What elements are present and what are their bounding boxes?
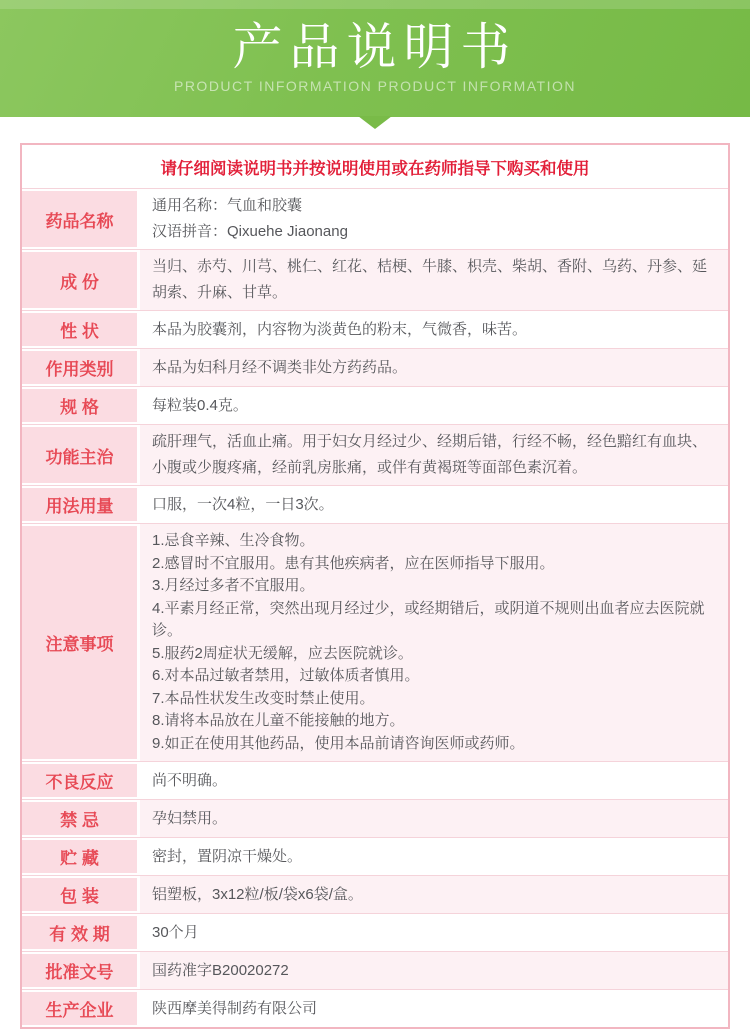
row-content (140, 990, 728, 1027)
table-row (22, 837, 728, 875)
row-content (140, 762, 728, 799)
row-label-text: 包 装 (60, 887, 99, 906)
row-label (22, 524, 140, 761)
row-label (22, 838, 140, 875)
table-row (22, 348, 728, 386)
row-content-line: 本品为胶囊剂，内容物为淡黄色的粉末，气微香，味苦。 (152, 320, 528, 338)
row-label (22, 990, 140, 1027)
page-title: 产品说明书 (232, 19, 518, 75)
row-content (140, 349, 728, 386)
row-content (140, 876, 728, 913)
row-content-line: 口服，一次4粒，一日3次。 (152, 495, 334, 513)
page-subtitle: PRODUCT INFORMATION PRODUCT INFORMATION (173, 77, 576, 94)
row-content-line: 8.请将本品放在儿童不能接触的地方。 (152, 712, 405, 729)
row-label (22, 800, 140, 837)
table-row (22, 424, 728, 485)
row-content (140, 189, 728, 249)
table-row (22, 310, 728, 348)
row-label-text: 注意事项 (45, 635, 114, 654)
row-content (140, 952, 728, 989)
row-label-text: 成 份 (60, 272, 99, 292)
row-content-line: 4.平素月经正常，突然出现月经过少，或经期错后，或阴道不规则出血者应去医院就诊。 (152, 599, 705, 639)
row-content (140, 387, 728, 424)
row-content-line: 通用名称：气血和胶囊 (152, 197, 303, 214)
row-label (22, 762, 140, 799)
table-row (22, 913, 728, 951)
row-label (22, 425, 140, 485)
row-content-line: 30个月 (152, 923, 199, 941)
row-label (22, 876, 140, 913)
row-content (140, 838, 728, 875)
row-content-line: 密封，置阴凉干燥处。 (152, 847, 303, 865)
row-content-line: 9.如正在使用其他药品，使用本品前请咨询医师或药师。 (152, 734, 525, 752)
row-label-text: 功能主治 (45, 447, 114, 467)
row-content-line: 当归、赤芍、川芎、桃仁、红花、桔梗、牛膝、枳壳、柴胡、香附、乌药、丹参、延胡索、升麻、甘草。 (152, 258, 708, 301)
row-content-line: 疏肝理气，活血止痛。用于妇女月经过少、经期后错，行经不畅，经色黯红有血块、小腹或少腹疼痛，经前乳房胀痛，或伴有黄褐斑等面部色素沉着。 (152, 433, 708, 476)
banner-notch-triangle (358, 116, 392, 129)
table-row (22, 761, 728, 799)
row-label (22, 914, 140, 951)
drug-spec-table (20, 143, 730, 1029)
table-row (22, 485, 728, 523)
row-label (22, 952, 140, 989)
table-row (22, 249, 728, 310)
row-content-line: 本品为妇科月经不调类非处方药药品。 (152, 358, 408, 376)
row-content (140, 800, 728, 837)
row-label-text: 性 状 (60, 322, 99, 341)
row-label (22, 189, 140, 249)
row-content-line: 2.感冒时不宜服用。患有其他疾病者，应在医师指导下服用。 (152, 554, 555, 572)
row-content-line: 汉语拼音：Qixuehe Jiaonang (152, 223, 348, 240)
row-label (22, 311, 140, 348)
row-label-text: 规 格 (60, 398, 99, 417)
row-content-line: 国药准字B20020272 (152, 961, 289, 979)
row-content-line: 6.对本品过敏者禁用，过敏体质者慎用。 (152, 667, 420, 684)
table-row (22, 386, 728, 424)
row-content (140, 914, 728, 951)
table-row (22, 875, 728, 913)
row-content (140, 250, 728, 310)
row-content-line: 每粒装0.4克。 (152, 396, 248, 414)
usage-notice-text: 请仔细阅读说明书并按说明使用或在药师指导下购买和使用 (160, 160, 590, 178)
row-content (140, 486, 728, 523)
table-row (22, 989, 728, 1027)
row-label-text: 生产企业 (45, 1001, 114, 1020)
row-content-line: 孕妇禁用。 (152, 809, 228, 827)
row-content-line: 3.月经过多者不宜服用。 (152, 577, 315, 594)
row-content (140, 524, 728, 761)
table-row (22, 523, 728, 761)
row-content-line: 5.服药2周症状无缓解，应去医院就诊。 (152, 644, 413, 662)
row-content-line: 1.忌食辛辣、生冷食物。 (152, 532, 315, 549)
row-content (140, 425, 728, 485)
row-label (22, 349, 140, 386)
row-label-text: 作用类别 (45, 360, 114, 379)
table-row (22, 188, 728, 249)
row-label-text: 禁 忌 (60, 811, 99, 830)
row-label (22, 486, 140, 523)
table-rows-container (22, 188, 728, 1027)
row-label (22, 250, 140, 310)
table-row (22, 951, 728, 989)
row-content-line: 铝塑板，3x12粒/板/袋x6袋/盒。 (152, 885, 363, 903)
row-content-line: 陕西摩美得制药有限公司 (152, 999, 318, 1017)
row-label (22, 387, 140, 424)
row-label-text: 有 效 期 (49, 925, 110, 944)
row-label-text: 用法用量 (45, 497, 114, 516)
row-content-line: 7.本品性状发生改变时禁止使用。 (152, 689, 375, 707)
row-label-text: 批准文号 (45, 963, 114, 982)
row-content-line: 尚不明确。 (152, 771, 228, 789)
row-label-text: 贮 藏 (60, 849, 99, 868)
row-content (140, 311, 728, 348)
row-label-text: 药品名称 (45, 211, 114, 231)
table-row (22, 799, 728, 837)
row-label-text: 不良反应 (45, 773, 114, 792)
header-banner (0, 0, 750, 117)
